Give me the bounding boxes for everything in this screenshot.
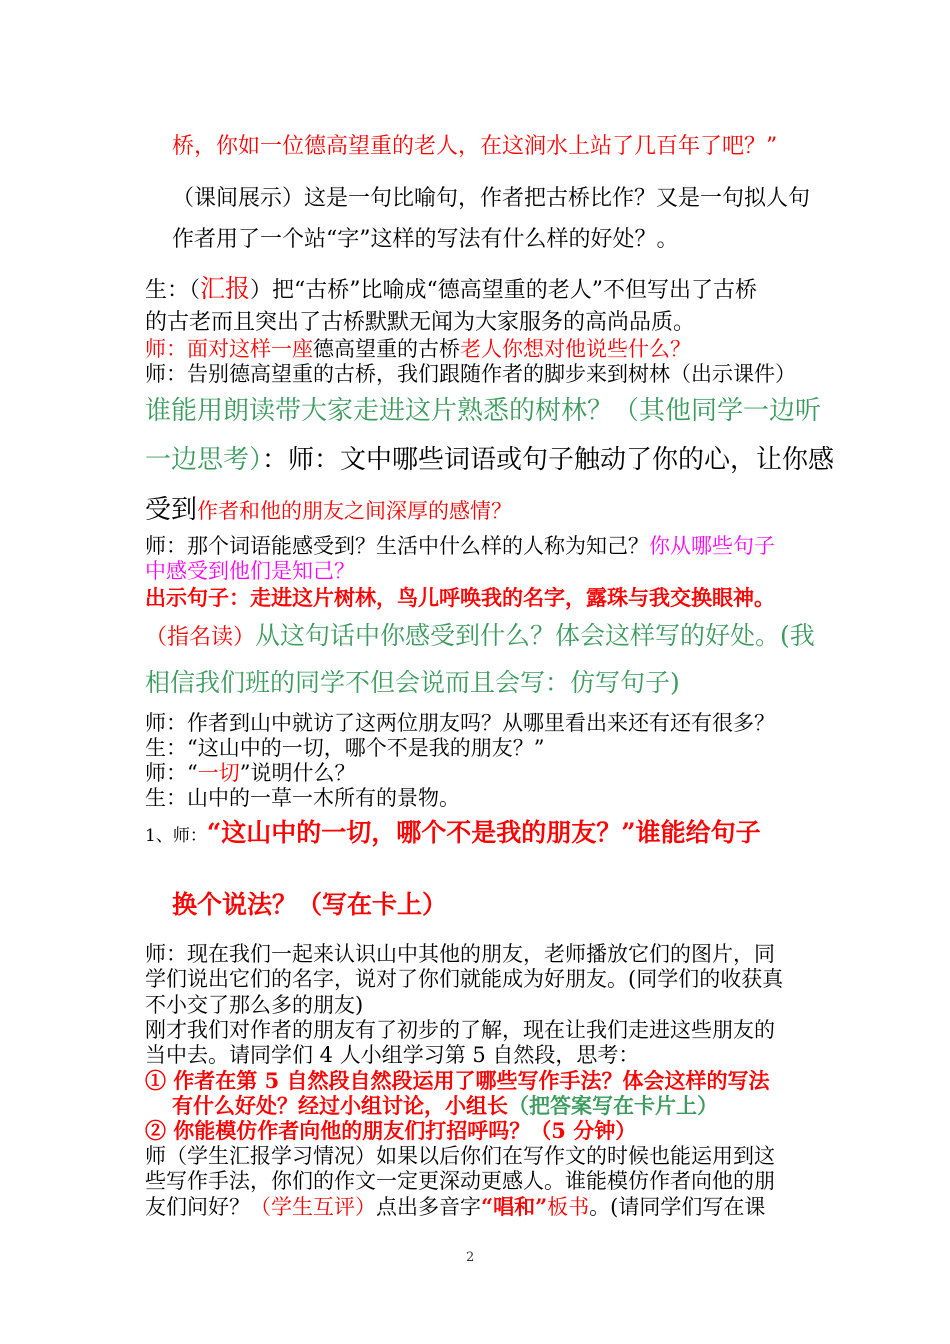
text-line: 生：山中的一草一木所有的景物。 (145, 786, 460, 810)
text-line: （指名读）从这句话中你感受到什么？体会这样写的好处。(我 (145, 621, 815, 650)
text-line: 出示句子：走进这片树林，鸟儿呼唤我的名字，露珠与我交换眼神。 (145, 585, 775, 610)
text-line: 师：现在我们一起来认识山中其他的朋友，老师播放它们的图片，同 (145, 942, 775, 966)
text-line: ② 你能模仿作者向他的朋友们打招呼吗？（5 分钟） (145, 1118, 637, 1143)
text-line: 师：作者到山中就访了这两位朋友吗？从哪里看出来还有还有很多？ (145, 711, 775, 735)
text-line: 师：面对这样一座德高望重的古桥老人你想对他说些什么？ (145, 337, 691, 361)
text-line: 学们说出它们的名字，说对了你们就能成为好朋友。(同学们的收获真 (145, 967, 784, 991)
text-line: 友们问好？（学生互评）点出多音字“唱和”板书。(请同学们写在课 (145, 1194, 766, 1219)
text-line: 师：那个词语能感受到？生活中什么样的人称为知己？你从哪些句子 (145, 534, 775, 558)
text-line: 的古老而且突出了古桥默默无闻为大家服务的高尚品质。 (145, 310, 696, 335)
text-line: 换个说法？（写在卡上） (172, 890, 448, 919)
text-line: 当中去。请同学们 4 人小组学习第 5 自然段，思考： (145, 1043, 640, 1067)
text-line: 桥，你如一位德高望重的老人，在这涧水上站了几百年了吧？” (172, 134, 778, 159)
text-line: 不小交了那么多的朋友) (145, 993, 364, 1017)
text-line: 生：（汇报）把“古桥”比喻成“德高望重的老人”不但写出了古桥 (145, 274, 758, 303)
text-line: 有什么好处？经过小组讨论，小组长（把答案写在卡片上） (172, 1093, 718, 1118)
text-line: 生：“这山中的一切，哪个不是我的朋友？” (145, 736, 545, 760)
text-line: 谁能用朗读带大家走进这片熟悉的树林？（其他同学一边听 (145, 396, 822, 426)
text-line: 1、师：“这山中的一切，哪个不是我的朋友？”谁能给句子 (145, 818, 761, 847)
text-line: 师（学生汇报学习情况）如果以后你们在写作文的时候也能运用到这 (145, 1144, 775, 1168)
page-number: 2 (466, 1250, 475, 1265)
text-line: ① 作者在第 5 自然段自然段运用了哪些写作手法？体会这样的写法 (145, 1068, 770, 1093)
text-line: 师：告别德高望重的古桥，我们跟随作者的脚步来到树林（出示课件） (145, 362, 796, 386)
text-line: 些写作手法，你们的作文一定更深动更感人。谁能模仿作者向他的朋 (145, 1169, 775, 1193)
text-line: 受到作者和他的朋友之间深厚的感情？ (145, 495, 513, 525)
text-line: 中感受到他们是知己？ (145, 559, 355, 583)
highlight-word: 汇报 (200, 274, 251, 303)
text-line: 相信我们班的同学不但会说而且会写：仿写句子) (145, 668, 680, 697)
text-line: 师：“一切”说明什么？ (145, 761, 356, 785)
text-line: 一边思考）：师：文中哪些词语或句子触动了你的心，让你感 (145, 445, 835, 475)
text-line: 刚才我们对作者的朋友有了初步的了解，现在让我们走进这些朋友的 (145, 1018, 775, 1042)
text-line: （课间展示）这是一句比喻句，作者把古桥比作？又是一句拟人句 (172, 186, 811, 211)
text-line: 作者用了一个站“字”这样的写法有什么样的好处？。 (172, 227, 679, 252)
